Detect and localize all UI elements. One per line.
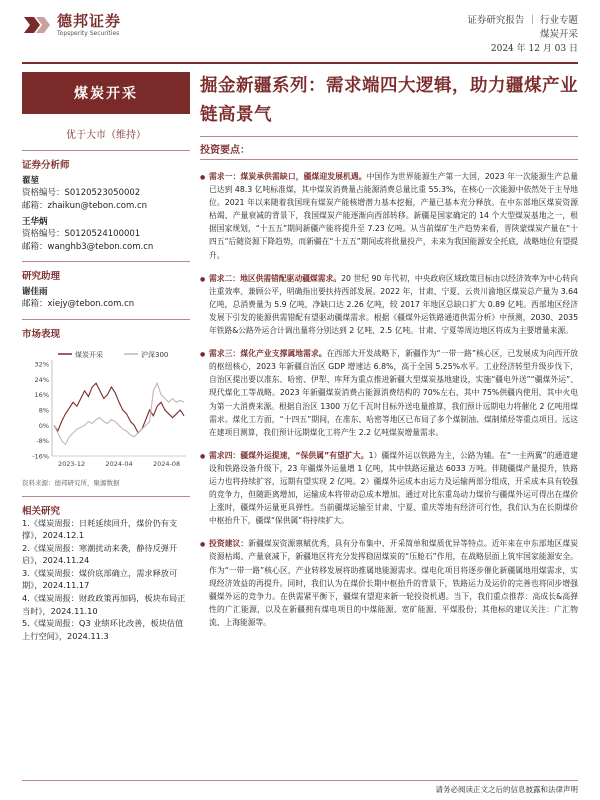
report-date: 2024 年 12 月 03 日 [490,44,578,54]
report-header [0,0,600,62]
sidebar-divider [22,150,190,151]
analysts-title: 证券分析师 [22,160,70,171]
point-paragraph [200,537,578,629]
brand-emblem-icon [22,13,52,37]
assistant-name: 谢佳雨 [22,287,48,297]
assistant-email: 邮箱：xiejy@tebon.com.cn [22,299,135,309]
y-tick-label: 8% [38,406,49,414]
sidebar [22,72,190,792]
point-highlight: 需求四：疆煤外运提速，“保供属”有望扩大。 [209,450,369,460]
point-highlight: 需求三：煤化产业支撑属地需求。 [209,349,327,359]
investment-points-heading: 投资要点： [200,145,250,156]
market-chart [22,346,190,476]
sector-tag: 煤炭开采 [539,29,578,40]
point-paragraph [200,347,578,439]
y-tick-label: 32% [34,360,49,368]
bullet-icon: ● [200,174,206,181]
x-tick-label: 2023-12 [58,459,86,468]
market-chart-svg [22,346,190,476]
y-tick-label: 0% [38,421,49,430]
point-body: 在西部大开发战略下，新疆作为“一带一路”核心区，已发展成为向西开放的枢纽核心，2023 年新疆自治区 GDP 增速达 6.8%，高于全国 5.25%水平。工业经济转型升级步伐下，自治区提出要以准东、哈密、伊犁、库拜为重点推进新疆大型煤炭基地建设，实施“疆电外送”“疆煤外运”、现代煤化工等战略。2023 年新疆煤炭消费占能源消费结构的 70%左右，其中 75%供疆内使用，其中火电为第一大消费来源。根据自治区 1300 万亿千瓦时目标外送电量推算，我们预计远期电力将催化 2 亿吨用煤需求。煤化工方面，“十四五”期间，在准东、哈密等地区已布局了多个煤制油、煤制烯烃等重点项目。远这在建项目测算，我们预计远期煤化工将产生 2.2 亿吨煤炭增量需求。 [209,349,578,437]
points-divider [200,159,578,160]
point-highlight: 需求二：地区供需错配驱动疆煤需求。 [209,273,342,283]
x-tick-label: 2024-08 [153,459,181,468]
header-meta: 证券研究报告 ｜ 行业专题 煤炭开采 2024 年 12 月 03 日 [467,15,578,54]
main-content [200,72,578,629]
header-divider [22,62,578,64]
legend-label: 煤炭开采 [75,350,103,359]
x-tick-label: 2024-04 [105,459,133,468]
point-highlight: 需求一：煤炭承供需缺口，疆煤迎发展机遇。 [209,172,367,181]
point-paragraph [200,272,578,337]
report-title: 掘金新疆系列：需求端四大逻辑，助力疆煤产业链高景气 [200,76,578,125]
y-tick-label: 24% [34,375,49,384]
brand-name-en: Topsperity Securities [57,30,120,37]
title-divider [200,136,578,137]
y-tick-label: 16% [34,390,49,399]
analyst-name: 翟堃 [22,176,40,186]
bullet-icon: ● [200,351,206,359]
assistant-block [22,286,190,311]
analyst-email: 邮箱：wanghb3@tebon.com.cn [22,241,154,252]
related-report-link[interactable]: 1.《煤炭周报：日耗延续回升，煤价仍有支撑》，2024.12.1 [22,517,178,541]
disclaimer: 请务必阅读正文之后的信息披露和法律声明 [435,785,578,794]
legend-label: 沪深300 [141,350,169,359]
point-body: 中国作为世界能源生产第一大国，2023 年一次能源生产总量已达到 48.3 亿吨标准煤，其中煤炭消费量占能源消费总量比重 55.3%，在核心一次能源中依然处于主导地位。2021 年以来随着我国现有煤炭产能核增潜力基本挖掘，产量已基本充分释放。在中东部地区煤炭资源枯竭、产量衰减的背景下，我国煤炭产能逐渐向西部转移。新疆是国家确定的 14 个大型煤炭基地之一，根据国家规划，“十五五”期间新疆产能将提升至 7.23 亿吨。从当前煤矿生产趋势来看，晋陕蒙煤炭产量在“十四五”后随资源下降趋势，而新疆在“十五五”期间或将批量投产，未来为我国能源安全托底，战略地位有望提升。 [209,172,578,260]
point-highlight: 投资建议： [209,539,249,549]
analyst-block [22,216,190,253]
analyst-block [22,175,190,212]
related-title: 相关研究 [22,505,61,517]
footer-divider [22,780,578,781]
point-body: 新疆煤炭资源禀赋优秀，具有分布集中、开采简单和煤质优异等特点。近年来在中东部地区煤炭资源枯竭、产量衰减下，新疆地区将充分发挥稳固煤炭的“压舱石”作用，在战略层面上筑牢国家能源安全。作为“一带一路”核心区，产业转移发展将助推属地能源需求。煤电化项目将逐步催化新疆属地用煤需求，实现经济效益的再提升。同时，我们认为在煤价长期中枢抬升的背景下，铁路运力及运价的完善也将同步增强疆煤外运的竞争力。在供需紧平衡下，疆煤有望迎来新一轮投资机遇。当下，我们重点推荐：高成长&高弹性的广汇能源，以及在新疆拥有煤电项目的中煤能源、宽矿能源、平煤股份；其他标的建议关注：广汇物流、上海能源等。 [209,539,578,627]
related-report-link[interactable]: 3.《煤炭周报：煤价底部确立，需求释放可期》，2024.11.17 [22,567,178,591]
bullet-icon: ● [200,452,206,460]
related-report-link[interactable]: 4.《煤炭周报：财政政策再加码，板块布局正当时》，2024.11.10 [22,593,186,616]
chart-source: 资料来源：德邦研究所，聚源数据 [22,478,120,487]
y-tick-label: -16% [32,452,49,460]
related-report-link[interactable]: 2.《煤炭周报：寒潮扰动来袭，静待反弹开启》，2024.11.24 [22,542,178,566]
sidebar-divider [22,261,190,262]
bullet-icon: ● [200,541,206,549]
analyst-email: 邮箱：zhaikun@tebon.com.cn [22,200,148,211]
sidebar-divider [22,319,190,320]
series-line [54,383,184,444]
point-paragraph [200,449,578,528]
topic-label: 行业专题 [539,15,578,26]
brand-name-cn: 德邦证券 [57,12,122,30]
rating: 优于大市（维持） [66,130,146,141]
analyst-name: 王华炳 [22,217,48,227]
market-title: 市场表现 [22,328,61,340]
analyst-license: 资格编号：S0120524100001 [22,229,141,239]
assistant-title: 研究助理 [22,271,61,282]
point-body: 20 世纪 90 年代初，中央政府区域政策目标由以经济效率为中心转向注重效率、兼顾公平，明确指出要扶持西部发展。2022 年，甘肃、宁夏、云贵川渝地区煤炭总产量为 3.64 亿吨，总消费量为 5.9 亿吨，净缺口达 2.26 亿吨，较 2017 年地区总缺口扩大 0.89 亿吨。西部地区经济发展下引发的能源供需错配有望驱动疆煤需求。根据《疆煤外运铁路通道供需分析》中预测，2030、2035 年铁路&公路外运合计调出量将分别达到 2 亿吨、2.5 亿吨。甘肃、宁夏等周边地区将成为主要增量来源。 [209,273,578,336]
point-body: 1）疆煤外运以铁路为主，公路为辅。在“一主两翼”的通道建设和铁路设备升级下，23 年疆煤外运量增 1 亿吨，其中铁路运量达 6033 万吨。伴随疆煤产量提升，铁路运力也将持续扩容，远期有望实现 2 亿吨。2）疆煤外运成本由运力及运输两部分组成，开采成本具有较强的竞争力，但随距离增加，运输成本将带动总成本增加。通过对比东重岛动力煤价与疆煤外运可得出在煤价上涨时，疆煤外运量更具弹性。当前疆煤运输至甘肃、宁夏、重庆等地有经济可行性，我们认为在长期煤价中枢抬升下，疆煤“保供属”将持续扩大。 [209,450,578,526]
sidebar-divider [22,496,190,497]
y-tick-label: -8% [36,436,49,445]
brand-logo [22,12,121,38]
related-list [22,517,190,643]
related-report-link[interactable]: 5.《煤炭周报：Q3 业绩环比改善，板块估值上行空间》，2024.11.3 [22,618,184,641]
report-type: 证券研究报告 [467,15,525,26]
sector-box: 煤炭开采 [22,72,190,114]
analyst-license: 资格编号：S0120523050002 [22,188,141,198]
bullet-icon: ● [200,275,206,283]
point-paragraph [200,170,578,262]
